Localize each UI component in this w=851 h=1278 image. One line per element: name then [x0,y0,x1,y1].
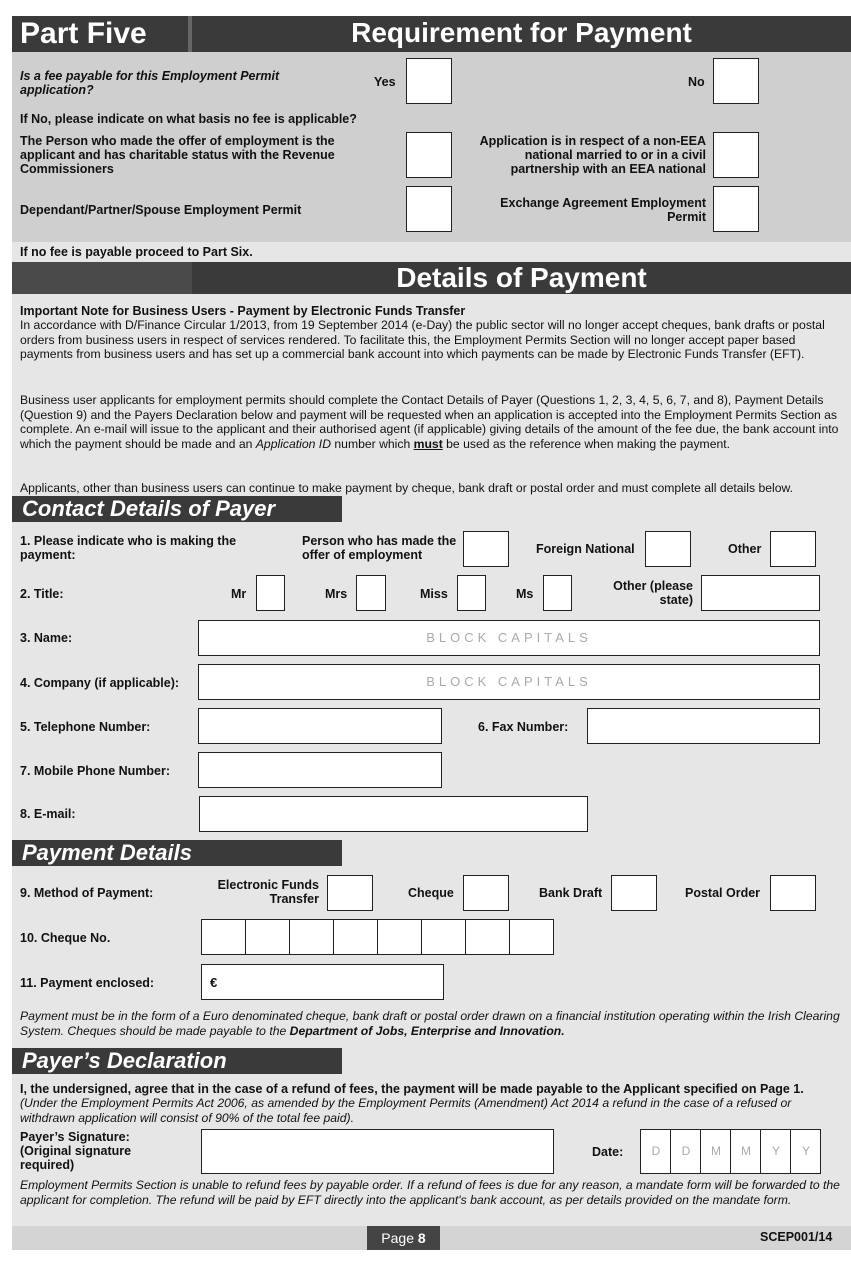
date-label: Date: [592,1145,624,1159]
method-postal-order-checkbox[interactable] [770,875,816,911]
q1-label: 1. Please indicate who is making the payment: [20,534,237,562]
part-five-header [12,16,851,52]
date-year-1[interactable]: Y [760,1129,791,1174]
q5-label: 5. Telephone Number: [20,720,151,734]
signature-note: (Original signature required) [20,1144,132,1172]
charitable-label: The Person who made the offer of employment is the applicant and has charitable status with the Revenue Commissioners [20,134,335,176]
company-field[interactable] [198,664,820,700]
q2-label: 2. Title: [20,587,64,601]
email-field[interactable] [199,796,588,832]
part-title: Requirement for Payment [351,17,692,48]
exchange-checkbox[interactable] [713,186,759,232]
cheque-no-digit-8[interactable] [509,919,554,955]
q3-label: 3. Name: [20,631,73,645]
name-placeholder: BLOCK CAPITALS [426,630,592,645]
telephone-field[interactable] [198,708,442,744]
other-state-label: Other (please state) [613,579,693,607]
signature-label: Payer’s Signature: [20,1130,130,1144]
name-field[interactable] [198,620,820,656]
note-title: Important Note for Business Users - Payment by Electronic Funds Transfer [20,304,466,318]
cheque-no-digit-1[interactable] [201,919,246,955]
q6-label: 6. Fax Number: [478,720,569,734]
title-other-field[interactable] [701,575,820,611]
note-paragraph-3: Applicants, other than business users can continue to make payment by cheque, bank draft or postal order and must complete all details below. [20,481,793,495]
details-payment-title: Details of Payment [396,262,647,293]
method-eft-checkbox[interactable] [327,875,373,911]
charitable-checkbox[interactable] [406,132,452,178]
bank-draft-label: Bank Draft [539,886,603,900]
cheque-no-digit-2[interactable] [245,919,290,955]
q4-label: 4. Company (if applicable): [20,676,180,690]
date-year-2[interactable]: Y [790,1129,821,1174]
fee-question: Is a fee payable for this Employment Permit application? [20,69,280,97]
refund-note: Employment Permits Section is unable to refund fees by payable order. If a refund of fees is due for any reason, a mandate form will be forwarded to the applicant for completion. The refund will be paid by EFT directly into the applicant's bank account, as per details provided on the mandate form. [20,1178,840,1207]
q10-label: 10. Cheque No. [20,931,111,945]
q11-label: 11. Payment enclosed: [20,976,155,990]
title-ms-checkbox[interactable] [543,575,572,611]
cheque-no-digit-4[interactable] [333,919,378,955]
q9-label: 9. Method of Payment: [20,886,154,900]
dependant-checkbox[interactable] [406,186,452,232]
mobile-field[interactable] [198,752,442,788]
eft-label: Electronic Funds Transfer [217,878,319,906]
cheque-no-digit-6[interactable] [421,919,466,955]
fee-yes-checkbox[interactable] [406,58,452,104]
mr-label: Mr [231,587,247,601]
payer-foreign-national-checkbox[interactable] [645,531,691,567]
cheque-no-digit-5[interactable] [377,919,422,955]
q1-other-label: Other [728,542,762,556]
no-label: No [688,75,705,89]
ms-label: Ms [516,587,534,601]
eea-spouse-label: Application is in respect of a non-EEA national married to or in a civil partnership with an EEA national [479,134,706,176]
declaration-note: (Under the Employment Permits Act 2006, as amended by the Employment Permits (Amendment) Act 2014 a refund in the case of a refused or withdrawn application will consist of 90% of the total fee paid). [20,1096,792,1125]
yes-label: Yes [374,75,396,89]
postal-order-label: Postal Order [685,886,761,900]
if-no-question: If No, please indicate on what basis no fee is applicable? [20,112,357,126]
cheque-no-digit-3[interactable] [289,919,334,955]
note-paragraph-2: Business user applicants for employment permits should complete the Contact Details of Payer (Questions 1, 2, 3, 4, 5, 6, 7, and 8), Payment Details (Question 9) and the Payers Declaration below and payment will be requested when an application is accepted into the Employment Permits Section as complete. An e-mail will issue to the applicant and their authorised agent (if applicable) giving details of the amount of the fee due, the bank account into which the payment should be made and an Application ID number which must be used as the reference when making the payment. [20,393,839,451]
title-mr-checkbox[interactable] [256,575,285,611]
company-placeholder: BLOCK CAPITALS [426,674,592,689]
payer-employer-checkbox[interactable] [463,531,509,567]
proceed-note: If no fee is payable proceed to Part Six. [20,245,253,259]
page-prefix: Page [381,1230,414,1246]
mrs-label: Mrs [325,587,348,601]
fee-no-checkbox[interactable] [713,58,759,104]
q8-label: 8. E-mail: [20,807,76,821]
declaration-header: Payer’s Declaration [12,1048,342,1074]
exchange-label: Exchange Agreement Employment Permit [500,196,706,224]
fax-field[interactable] [587,708,820,744]
payer-other-checkbox[interactable] [770,531,816,567]
date-month-2[interactable]: M [730,1129,761,1174]
miss-label: Miss [420,587,448,601]
eea-spouse-checkbox[interactable] [713,132,759,178]
details-payment-header [12,262,851,294]
signature-field[interactable] [201,1129,554,1174]
page-number-box [367,1226,440,1250]
method-bank-draft-checkbox[interactable] [611,875,657,911]
form-code: SCEP001/14 [760,1230,833,1244]
title-mrs-checkbox[interactable] [356,575,386,611]
q1-offer-label: Person who has made the offer of employment [302,534,457,562]
part-label: Part Five [20,17,147,50]
contact-details-header: Contact Details of Payer [12,496,342,522]
page-number: 8 [417,1230,426,1246]
date-month-1[interactable]: M [700,1129,731,1174]
q1-foreign-label: Foreign National [536,542,635,556]
declaration-statement: I, the undersigned, agree that in the case of a refund of fees, the payment will be made payable to the Applicant specified on Page 1. [20,1082,804,1096]
payment-note: Payment must be in the form of a Euro denominated cheque, bank draft or postal order drawn on a financial institution operating within the Irish Clearing System. Cheques should be made payable to the Department of Jobs, Enterprise and Innovation. [20,1009,840,1038]
cheque-label: Cheque [408,886,454,900]
payment-details-header: Payment Details [12,840,342,866]
date-day-2[interactable]: D [670,1129,701,1174]
q7-label: 7. Mobile Phone Number: [20,764,171,778]
payment-amount-field[interactable] [201,964,444,1000]
date-day-1[interactable]: D [640,1129,671,1174]
euro-symbol: € [210,975,218,990]
cheque-no-digit-7[interactable] [465,919,510,955]
title-miss-checkbox[interactable] [457,575,486,611]
note-paragraph-1: In accordance with D/Finance Circular 1/2013, from 19 September 2014 (e-Day) the public sector will no longer accept cheques, bank drafts or postal orders from business users in respect of services rendered. To facilitate this, the Employment Permits Section will no longer accept paper based payments from business users and has set up a commercial bank account into which payments can be made by Electronic Funds Transfer (EFT). [20,318,825,361]
method-cheque-checkbox[interactable] [463,875,509,911]
dependant-label: Dependant/Partner/Spouse Employment Permit [20,203,302,217]
